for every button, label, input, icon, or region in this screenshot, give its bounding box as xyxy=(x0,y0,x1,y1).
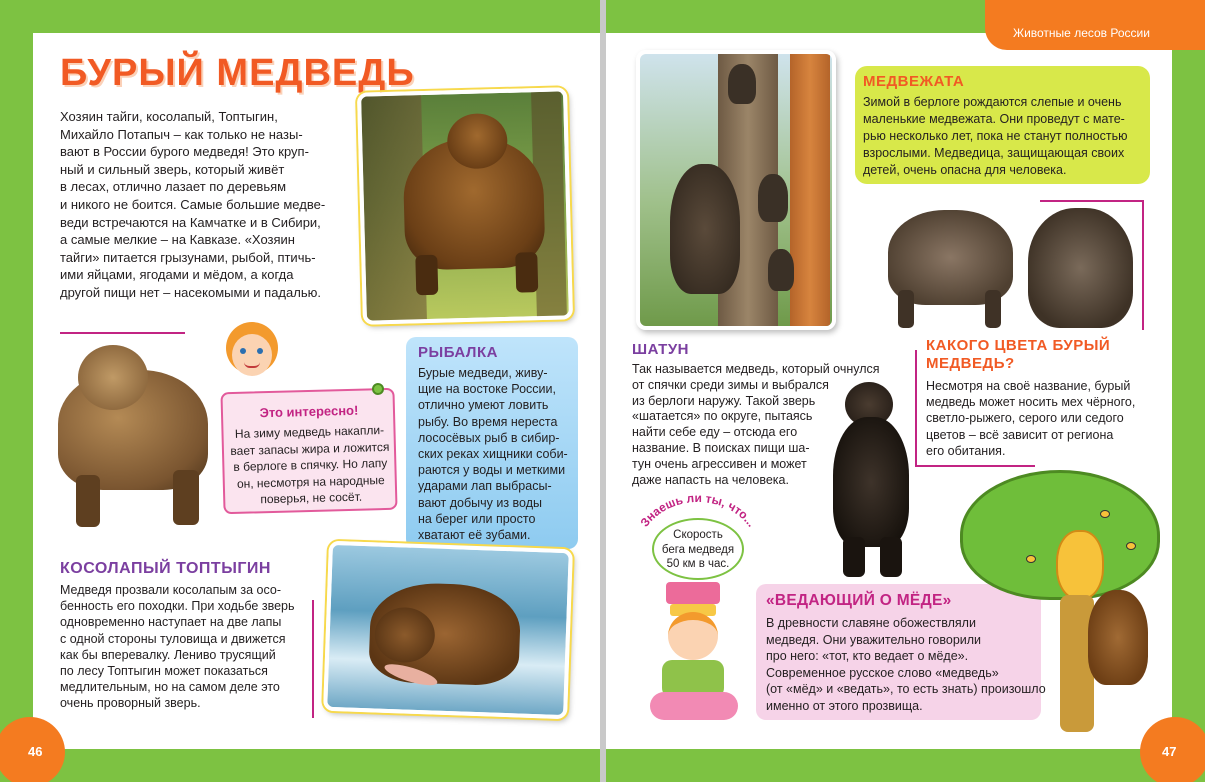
cartoon-bear-icon xyxy=(1088,590,1148,685)
fishing-title: РЫБАЛКА xyxy=(418,344,498,361)
cub-icon xyxy=(758,174,788,222)
bear-head-icon xyxy=(78,345,148,410)
intro-line: другой пищи нет – насекомыми и падалью. xyxy=(60,284,321,300)
divider-line xyxy=(60,332,185,334)
section-label: Животные лесов России xyxy=(985,0,1205,50)
divider-line xyxy=(1040,200,1142,202)
bear-leg xyxy=(173,470,199,525)
bear-leg xyxy=(415,255,438,296)
fishing-line: ских реках хищники соби- xyxy=(418,447,568,462)
interesting-line: На зиму медведь накапли- xyxy=(234,423,385,441)
walking-bear-image xyxy=(58,345,218,530)
didyouknow-line: бега медведя xyxy=(661,543,735,556)
color-line: Несмотря на своё название, бурый xyxy=(926,379,1131,393)
mother-bear-icon xyxy=(670,164,740,294)
divider-line xyxy=(1142,200,1144,330)
divider-line xyxy=(915,465,1035,467)
clubfoot-line: очень проворный зверь. xyxy=(60,696,201,711)
honey-line: (от «мёд» и «ведать», то есть знать) произошло xyxy=(766,682,1046,696)
color-title-line: МЕДВЕДЬ? xyxy=(926,355,1015,372)
bee-icon xyxy=(1126,542,1136,550)
cubs-tree-photo xyxy=(636,50,836,330)
didyouknow-text xyxy=(652,528,744,572)
didyouknow-label: Знаешь ли ты, что... xyxy=(637,492,759,530)
shatun-line: от спячки среди зимы и выбрался xyxy=(632,377,829,392)
clubfoot-line: с одной стороны туловища и движется xyxy=(60,631,286,646)
fishing-bear-photo xyxy=(323,541,573,719)
intro-text xyxy=(60,108,360,302)
page-title: БУРЫЙ МЕДВЕДЬ xyxy=(60,52,415,94)
eye xyxy=(240,348,246,354)
clubfoot-text xyxy=(60,582,330,712)
shatun-line: тун очень агрессивен и может xyxy=(632,456,807,471)
boy-face xyxy=(668,612,718,660)
bear-leg xyxy=(76,475,100,527)
standing-bear-image xyxy=(825,382,915,578)
book-stack-icon xyxy=(666,582,720,604)
cubs-box xyxy=(855,66,1150,184)
bear-icon xyxy=(833,417,909,547)
color-line: цветов – всё зависит от региона xyxy=(926,427,1114,442)
color-text xyxy=(926,378,1156,459)
color-line: медведь может носить мех чёрного, xyxy=(926,395,1136,410)
fishing-line: ударами лап выбрасы- xyxy=(418,479,552,494)
fishing-line: вают добычу из воды xyxy=(418,495,543,510)
shatun-title: ШАТУН xyxy=(632,341,689,358)
bee-icon xyxy=(1026,555,1036,563)
cubs-text xyxy=(863,94,1148,179)
cubs-line: Зимой в берлоге рождаются слепые и очень xyxy=(863,95,1122,109)
bear-leg xyxy=(515,252,538,293)
interesting-line: в берлоге в спячку. Но лапу xyxy=(233,455,388,474)
interesting-box xyxy=(220,388,397,515)
cubs-line: детей, очень опасна для человека. xyxy=(863,163,1067,177)
forest-bear-photo xyxy=(357,87,573,324)
fishing-line: Бурые медведи, живу- xyxy=(418,366,548,380)
fishing-line: рыбу. Во время нереста xyxy=(418,414,558,429)
bear-leg xyxy=(985,290,1001,328)
didyouknow-line: 50 км в час. xyxy=(666,558,730,570)
pin-icon xyxy=(372,383,384,395)
intro-line: тайги» питается грызунами, рыбой, птичь- xyxy=(60,249,316,265)
sitting-bear-icon xyxy=(1028,208,1133,328)
intro-line: веди встречаются на Камчатке и в Сибири, xyxy=(60,214,321,230)
cubs-title: МЕДВЕЖАТА xyxy=(863,73,965,90)
clubfoot-line: одновременно наступает на две лапы xyxy=(60,615,282,630)
bee-icon xyxy=(1100,510,1110,518)
fishing-box xyxy=(406,337,578,549)
clubfoot-line: Медведя прозвали косолапым за осо- xyxy=(60,583,282,597)
interesting-line: он, несмотря на народные xyxy=(236,472,385,491)
honey-line: медведя. Они уважительно говорили xyxy=(766,632,982,647)
cubs-line: рью несколько лет, пока не станут полностью xyxy=(863,129,1128,143)
bear-leg xyxy=(843,537,865,577)
color-title-line: КАКОГО ЦВЕТА БУРЫЙ xyxy=(926,337,1111,354)
girl-mascot xyxy=(222,322,282,392)
fishing-line: хватают её зубами. xyxy=(418,528,531,543)
book-spine xyxy=(600,0,606,782)
divider-line xyxy=(915,350,917,465)
color-line: светло-рыжего, серого или седого xyxy=(926,411,1124,426)
intro-line: а самые мелкие – на Кавказе. «Хозяин xyxy=(60,232,295,248)
shatun-line: название. В поисках пищи ша- xyxy=(632,440,810,455)
clubfoot-line: как бы вперевалку. Лениво трусящий xyxy=(60,647,276,662)
page-number-left: 46 xyxy=(28,744,43,759)
fishing-line: на берег или просто xyxy=(418,511,536,526)
clubfoot-title: КОСОЛАПЫЙ ТОПТЫГИН xyxy=(60,560,271,577)
color-title xyxy=(926,337,1110,373)
cubs-line: маленькие медвежата. Они проведут с мате- xyxy=(863,112,1125,126)
bear-leg xyxy=(898,290,914,328)
fishing-text xyxy=(418,365,578,543)
clubfoot-line: по лесу Топтыгин может показаться xyxy=(60,664,268,679)
beehive-icon xyxy=(1056,530,1104,600)
fishing-line: раются у воды и меткими xyxy=(418,463,566,478)
eye xyxy=(257,348,263,354)
shatun-line: «шатается» по округе, пытаясь xyxy=(632,409,813,424)
boy-mascot xyxy=(648,582,740,732)
intro-line: в лесах, отлично лазает по деревьям xyxy=(60,179,287,195)
divider-line xyxy=(312,600,314,718)
face xyxy=(232,334,272,376)
shatun-line: Так называется медведь, который очнулся xyxy=(632,362,880,376)
intro-line: вают в России бурого медведя! Это круп- xyxy=(60,144,309,160)
fishing-line: отлично умеют ловить xyxy=(418,398,549,413)
interesting-title: Это интересно! xyxy=(259,402,359,421)
intro-line: ный и сильный зверь, который живёт xyxy=(60,161,285,177)
honey-line: про него: «тот, кто ведает о мёде». xyxy=(766,649,969,663)
honey-tree xyxy=(960,470,1160,732)
cub-icon xyxy=(728,64,756,104)
honey-title: «ВЕДАЮЩИЙ О МЁДЕ» xyxy=(766,592,952,609)
intro-line: ими яйцами, ягодами и мёдом, а когда xyxy=(60,267,294,283)
shatun-line: найти себе еду – отсюда его xyxy=(632,425,798,440)
fishing-line: лососёвых рыб в сибир- xyxy=(418,430,560,445)
intro-line: и никого не боится. Самые большие медве- xyxy=(60,196,326,212)
boy-legs xyxy=(650,692,738,720)
bear-leg xyxy=(880,537,902,577)
cubs-line: взрослыми. Медведица, защищающая своих xyxy=(863,146,1125,160)
color-line: его обитания. xyxy=(926,443,1006,458)
shatun-line: из берлоги наружу. Такой зверь xyxy=(632,393,816,408)
interesting-line: вает запасы жира и ложится xyxy=(230,439,390,458)
page-number-right: 47 xyxy=(1162,744,1177,759)
clubfoot-line: бенность его походки. При ходьбе зверь xyxy=(60,599,295,614)
shatun-line: даже напасть на человека. xyxy=(632,472,789,487)
honey-line: именно от этого прозвища. xyxy=(766,698,923,713)
clubfoot-line: медлительным, но на самом деле это xyxy=(60,680,280,695)
didyouknow-line: Скорость xyxy=(673,529,723,541)
fishing-line: щие на востоке России, xyxy=(418,382,556,397)
honey-line: В древности славяне обожествляли xyxy=(766,616,976,630)
cub-icon xyxy=(768,249,794,291)
intro-line: Михайло Потапыч – как только не назы- xyxy=(60,126,303,142)
intro-line: Хозяин тайги, косолапый, Топтыгин, xyxy=(60,109,278,124)
pine-trunk xyxy=(790,54,830,330)
interesting-line: поверья, не сосёт. xyxy=(260,489,363,507)
honey-line: Современное русское слово «медведь» xyxy=(766,665,999,680)
interesting-text xyxy=(229,422,391,509)
